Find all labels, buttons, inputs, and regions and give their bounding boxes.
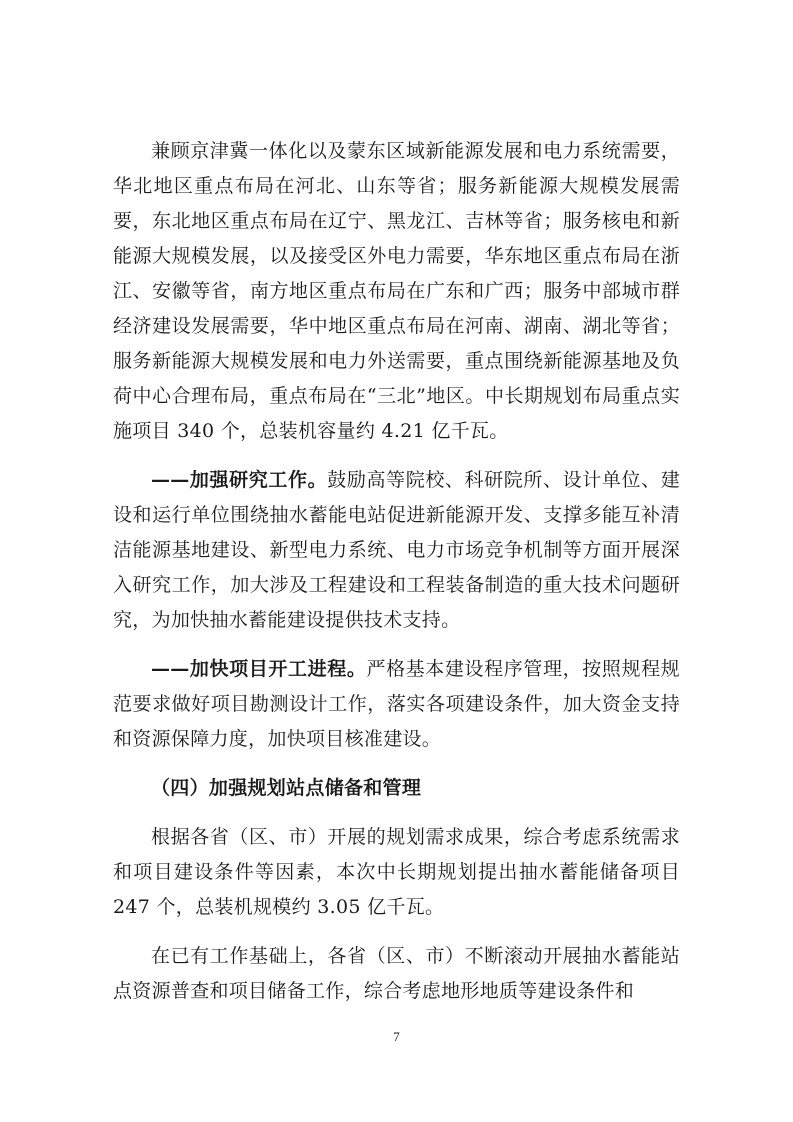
paragraph-site-survey: 在已有工作基础上，各省（区、市）不断滚动开展抽水蓄能站点资源普查和项目储备工作，综合考虑地形地质等建设条件和 bbox=[113, 945, 680, 1002]
paragraph-layout-regions: 兼顾京津冀一体化以及蒙东区域新能源发展和电力系统需要，华北地区重点布局在河北、山东等省；服务新能源大规模发展需要，东北地区重点布局在辽宁、黑龙江、吉林等省；服务核电和新能源大规模发展，以及接受区外电力需要，华东地区重点布局在浙江、安徽等省，南方地区重点布局在广东和广西；服务中部城市群经济建设发展需要，华中地区重点布局在河南、湖南、湖北等省；服务新能源大规模发展和电力外送需要，重点围绕新能源基地及负荷中心合理布局，重点布局在“三北”地区。中长期规划布局重点实施项目 340 个，总装机容量约 4.21 亿千瓦。 bbox=[113, 140, 680, 442]
section-heading-4: （四）加强规划站点储备和管理 bbox=[151, 777, 422, 799]
body-research-work: 鼓励高等院校、科研院所、设计单位、建设和运行单位围绕抽水蓄能电站促进新能源开发、支撑多能互补清洁能源基地建设、新型电力系统、电力市场竞争机制等方面开展深入研究工作，加大涉及工程建设和工程装备制造的重大技术问题研究，为加快抽水蓄能建设提供技术支持。 bbox=[113, 469, 681, 631]
paragraph-project-progress bbox=[113, 652, 680, 757]
lead-research-work: ——加强研究工作。 bbox=[151, 469, 328, 491]
paragraph-research-work bbox=[113, 463, 680, 638]
body-text bbox=[113, 134, 680, 1023]
paragraph-reserve-projects: 根据各省（区、市）开展的规划需求成果，综合考虑系统需求和项目建设条件等因素，本次中长期规划提出抽水蓄能储备项目 247 个，总装机规模约 3.05 亿千瓦。 bbox=[113, 826, 680, 918]
page-number: 7 bbox=[393, 1029, 400, 1044]
body-project-progress: 严格基本建设程序管理，按照规程规范要求做好项目勘测设计工作，落实各项建设条件，加大资金支持和资源保障力度，加快项目核准建设。 bbox=[113, 658, 680, 750]
lead-project-progress: ——加快项目开工进程。 bbox=[151, 658, 367, 680]
